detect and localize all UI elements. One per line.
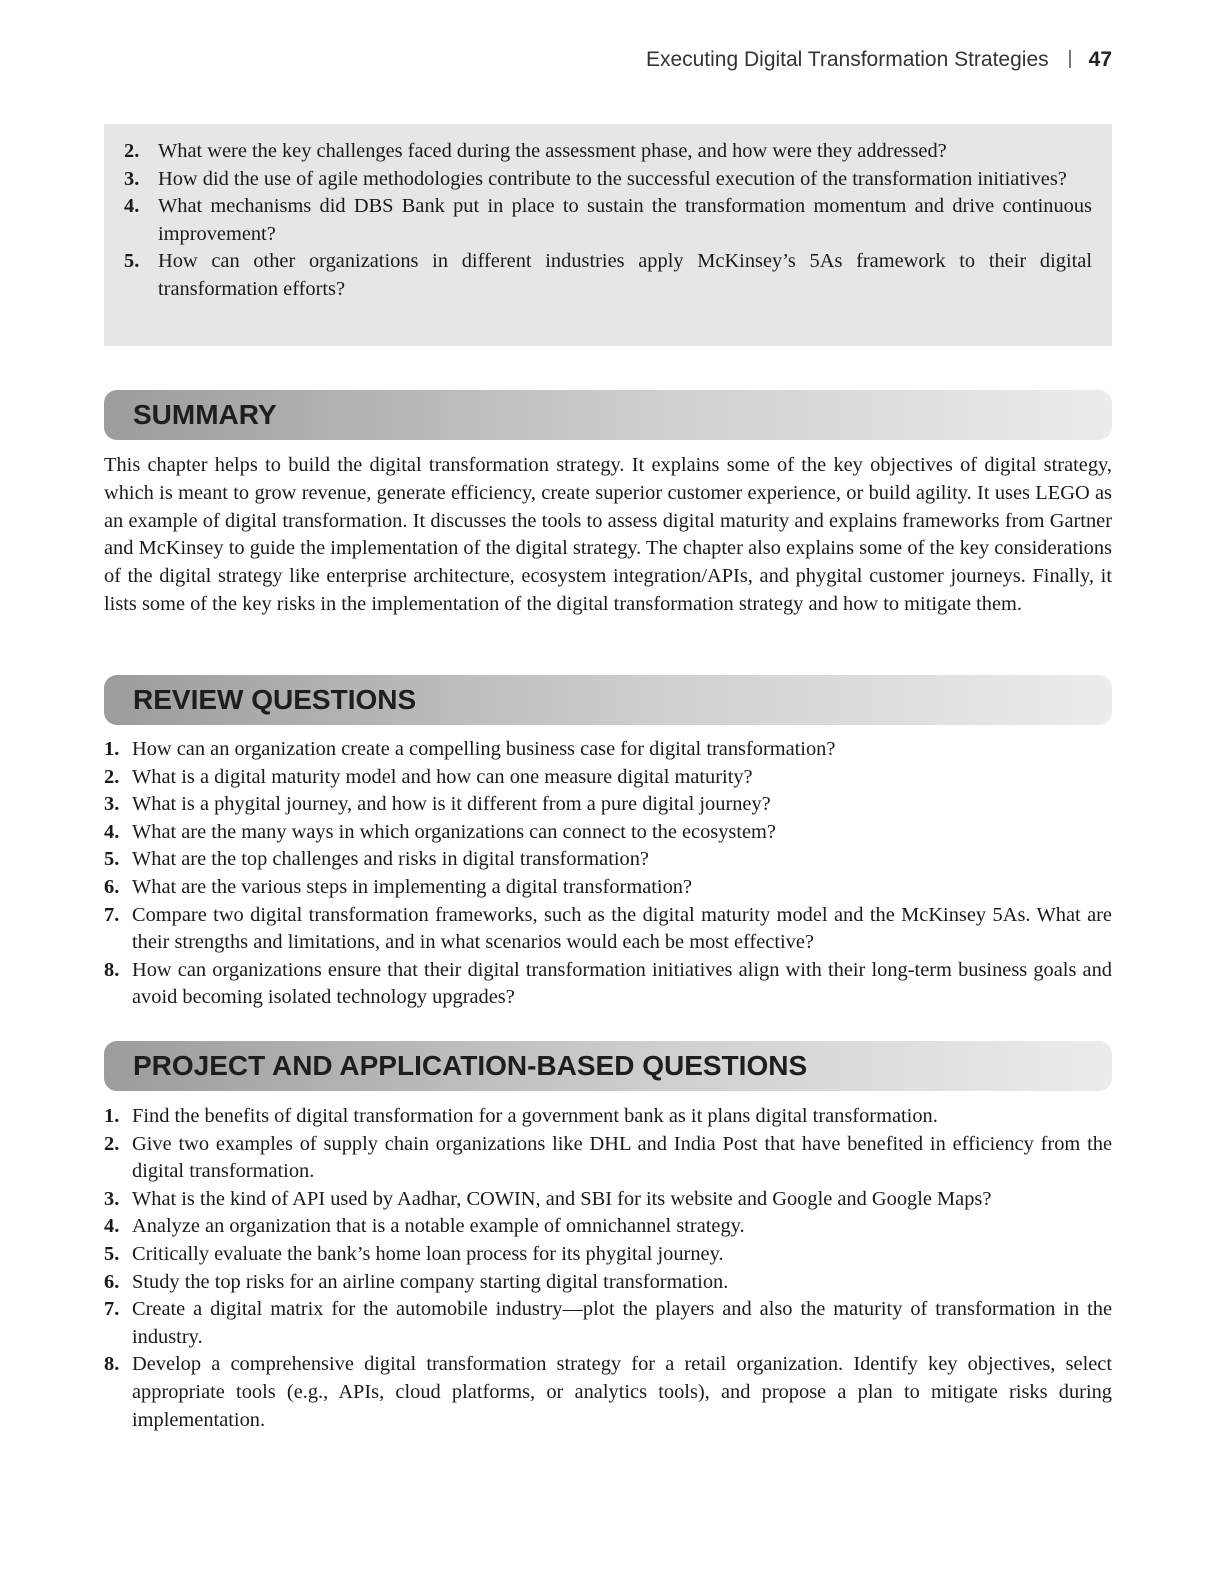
item-text: What is the kind of API used by Aadhar, COWIN, and SBI for its website and Google and Google Maps? xyxy=(132,1187,992,1210)
summary-heading: SUMMARY xyxy=(104,390,1112,440)
item-text: How did the use of agile methodologies contribute to the successful execution of the transformation initiatives? xyxy=(158,167,1067,190)
project-question-item xyxy=(104,1296,1112,1351)
project-questions-heading: PROJECT AND APPLICATION-BASED QUESTIONS xyxy=(104,1041,1112,1091)
review-question-item xyxy=(104,874,1112,902)
review-questions xyxy=(104,736,1112,1012)
review-question-item xyxy=(104,957,1112,1012)
running-header xyxy=(0,48,1112,72)
item-text: Critically evaluate the bank’s home loan process for its phygital journey. xyxy=(132,1242,724,1265)
item-text: Compare two digital transformation frameworks, such as the digital maturity model and the McKinsey 5As. What are their strengths and limitations, and in what scenarios would each be most effective? xyxy=(132,903,1112,954)
item-number: 1. xyxy=(104,738,120,760)
review-question-item xyxy=(104,902,1112,957)
item-text: Give two examples of supply chain organizations like DHL and India Post that have benefited in efficiency from the digital transformation. xyxy=(132,1132,1112,1183)
project-question-item xyxy=(104,1241,1112,1269)
item-text: How can other organizations in different industries apply McKinsey’s 5As framework to their digital transformation efforts? xyxy=(158,250,1092,300)
project-questions xyxy=(104,1103,1112,1434)
project-question-item xyxy=(104,1213,1112,1241)
case-question-item xyxy=(124,248,1092,303)
item-text: Create a digital matrix for the automobile industry—plot the players and also the maturity of transformation in the industry. xyxy=(132,1298,1112,1348)
item-number: 4. xyxy=(104,1215,120,1238)
item-number: 6. xyxy=(104,1270,120,1293)
review-question-item xyxy=(104,764,1112,792)
page-number: 47 xyxy=(1088,48,1112,71)
case-question-list xyxy=(124,138,1092,304)
project-question-list xyxy=(104,1103,1112,1434)
item-number: 5. xyxy=(124,250,140,273)
header-divider xyxy=(1069,50,1071,68)
running-header-title: Executing Digital Transformation Strategies xyxy=(645,48,1049,71)
item-text: What is a digital maturity model and how can one measure digital maturity? xyxy=(132,765,753,788)
review-questions-heading: REVIEW QUESTIONS xyxy=(104,675,1112,725)
review-question-item xyxy=(104,791,1112,819)
item-number: 6. xyxy=(104,875,120,898)
item-text: What mechanisms did DBS Bank put in place to sustain the transformation momentum and drive continuous improvement? xyxy=(158,195,1092,245)
item-text: What are the top challenges and risks in digital transformation? xyxy=(132,848,649,871)
case-question-item xyxy=(124,193,1092,248)
item-text: Study the top risks for an airline company starting digital transformation. xyxy=(132,1270,729,1293)
case-question-item xyxy=(124,166,1092,194)
project-question-item xyxy=(104,1269,1112,1297)
item-number: 2. xyxy=(104,1132,120,1155)
item-text: What is a phygital journey, and how is it different from a pure digital journey? xyxy=(132,793,771,816)
item-number: 8. xyxy=(104,1353,120,1376)
item-number: 2. xyxy=(124,140,140,162)
item-text: How can organizations ensure that their digital transformation initiatives align with their long-term business goals and avoid becoming isolated technology upgrades? xyxy=(132,958,1112,1009)
item-number: 5. xyxy=(104,1242,120,1265)
item-text: Find the benefits of digital transformation for a government bank as it plans digital transformation. xyxy=(132,1105,938,1127)
item-text: What were the key challenges faced during the assessment phase, and how were they addressed? xyxy=(158,140,947,162)
item-text: What are the many ways in which organizations can connect to the ecosystem? xyxy=(132,820,776,843)
item-text: What are the various steps in implementing a digital transformation? xyxy=(132,875,693,898)
review-question-list xyxy=(104,736,1112,1012)
item-number: 3. xyxy=(104,1187,120,1210)
project-question-item xyxy=(104,1103,1112,1131)
project-question-item xyxy=(104,1186,1112,1214)
item-text: How can an organization create a compelling business case for digital transformation? xyxy=(132,738,836,760)
item-number: 1. xyxy=(104,1105,120,1127)
summary-paragraph: This chapter helps to build the digital transformation strategy. It explains some of the key objectives of digital strategy, which is meant to grow revenue, generate efficiency, create superior customer experience, or build agility. It uses LEGO as an example of digital transformation. It discusses the tools to assess digital maturity and explains frameworks from Gartner and McKinsey to guide the implementation of the digital strategy. The chapter also explains some of the key considerations of the digital strategy like enterprise architecture, ecosystem integration/APIs, and phygital customer journeys. Finally, it lists some of the key risks in the implementation of the digital transformation strategy and how to mitigate them. xyxy=(104,454,1112,615)
item-text: Develop a comprehensive digital transformation strategy for a retail organization. Identify key objectives, select appropriate tools (e.g., APIs, cloud platforms, or analytics tools), and propose a plan to mitigate risks during implementation. xyxy=(132,1353,1112,1431)
review-question-item xyxy=(104,846,1112,874)
project-question-item xyxy=(104,1131,1112,1186)
item-number: 4. xyxy=(104,820,120,843)
item-number: 2. xyxy=(104,765,120,788)
item-number: 8. xyxy=(104,958,120,981)
case-question-item xyxy=(124,138,1092,166)
item-number: 4. xyxy=(124,195,140,218)
project-question-item xyxy=(104,1351,1112,1434)
item-number: 3. xyxy=(124,167,140,190)
review-question-item xyxy=(104,736,1112,764)
item-text: Analyze an organization that is a notable example of omnichannel strategy. xyxy=(132,1215,745,1238)
review-question-item xyxy=(104,819,1112,847)
item-number: 7. xyxy=(104,1298,120,1321)
item-number: 7. xyxy=(104,903,120,926)
item-number: 3. xyxy=(104,793,120,816)
case-study-questions-box xyxy=(104,124,1112,346)
item-number: 5. xyxy=(104,848,120,871)
